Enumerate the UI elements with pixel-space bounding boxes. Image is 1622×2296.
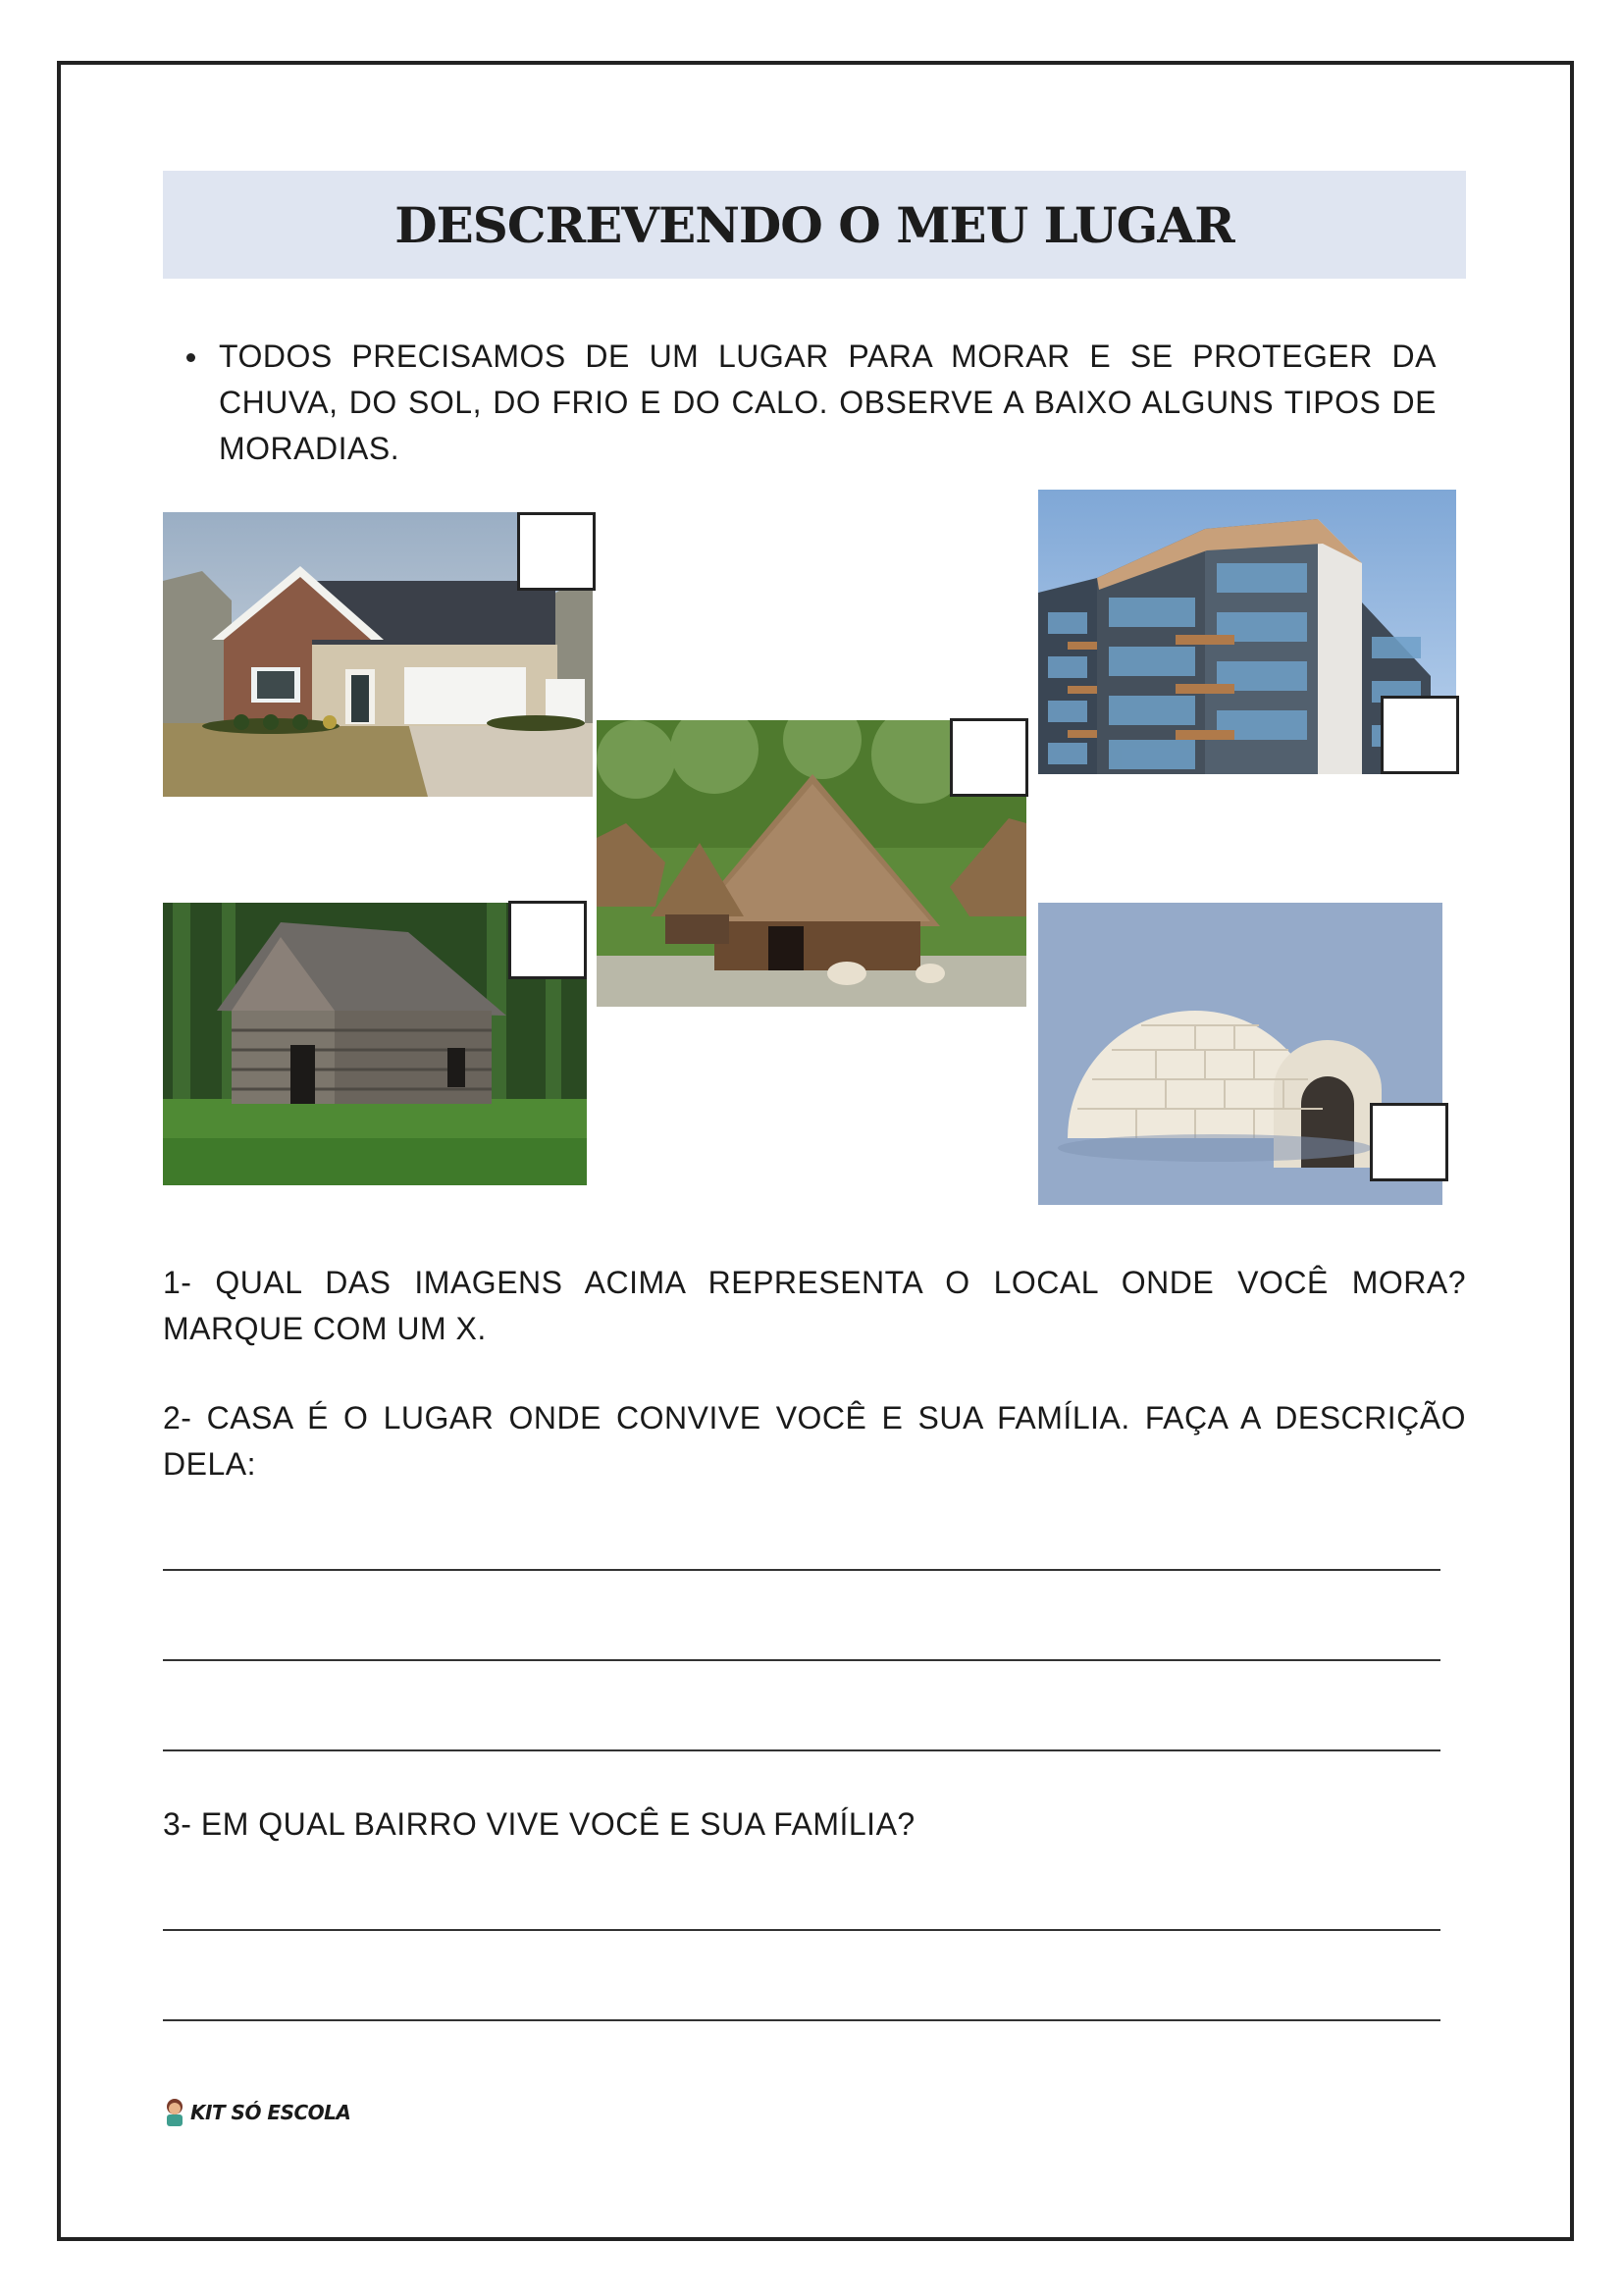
checkbox-building[interactable] xyxy=(1381,696,1459,774)
brand-name: KIT SÓ ESCOLA xyxy=(190,2101,351,2124)
bullet-icon xyxy=(186,353,195,362)
question-2: 2- CASA É O LUGAR ONDE CONVIVE VOCÊ E SUA FAMÍLIA. FAÇA A DESCRIÇÃO DELA: xyxy=(163,1400,1466,1482)
question-1: 1- QUAL DAS IMAGENS ACIMA REPRESENTA O LOCAL ONDE VOCÊ MORA? MARQUE COM UM X. xyxy=(163,1265,1466,1346)
checkbox-cabin[interactable] xyxy=(508,901,587,979)
kid-icon xyxy=(163,2098,186,2127)
answer-line[interactable] xyxy=(163,1749,1440,1751)
brand-logo xyxy=(163,2098,350,2127)
intro-text: TODOS PRECISAMOS DE UM LUGAR PARA MORAR E SE PROTEGER DA CHUVA, DO SOL, DO FRIO E DO CALO. OBSERVE A BAIXO ALGUNS TIPOS DE MORADIAS. xyxy=(219,339,1437,466)
checkbox-igloo[interactable] xyxy=(1370,1103,1448,1181)
answer-line[interactable] xyxy=(163,1929,1440,1931)
checkbox-house[interactable] xyxy=(517,512,596,591)
answer-line[interactable] xyxy=(163,2019,1440,2021)
question-3: 3- EM QUAL BAIRRO VIVE VOCÊ E SUA FAMÍLIA? xyxy=(163,1806,916,1842)
title-banner xyxy=(163,171,1466,279)
answer-line[interactable] xyxy=(163,1569,1440,1571)
page-title: DESCREVENDO O MEU LUGAR xyxy=(394,195,1234,254)
intro-paragraph xyxy=(186,334,1437,472)
answer-line[interactable] xyxy=(163,1659,1440,1661)
checkbox-hut[interactable] xyxy=(950,718,1028,797)
